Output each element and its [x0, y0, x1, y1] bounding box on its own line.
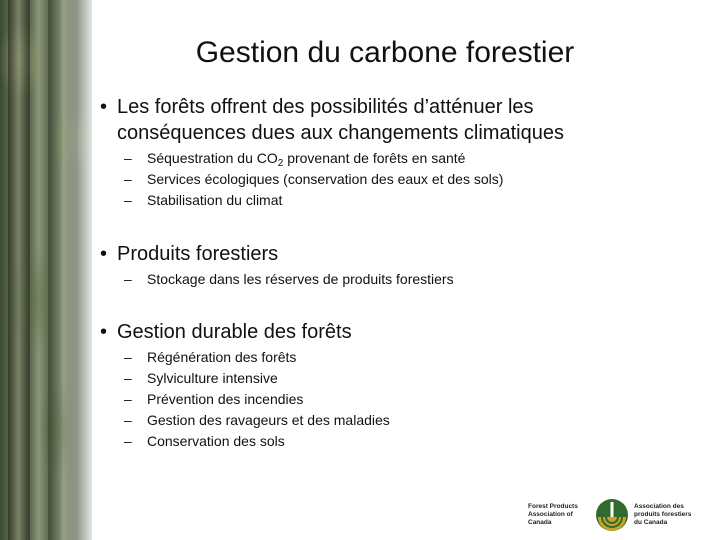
logo-text-french: Association des produits forestiers du Canada [634, 503, 692, 526]
sub-item-text: Séquestration du $CO_2$ provenant de forêts en santé [147, 150, 466, 169]
fpac-logo [528, 496, 714, 534]
bullet-dot: • [100, 243, 108, 265]
sub-item-text: Sylviculture intensive [147, 370, 278, 386]
sub-item-text: Prévention des incendies [147, 391, 304, 407]
bullet-dot: • [100, 96, 108, 118]
slide-title: Gestion du carbone forestier [195, 36, 575, 69]
dash: – [124, 370, 132, 386]
sub-item [124, 148, 503, 169]
photo-fade [60, 0, 100, 540]
sub-item [124, 190, 503, 211]
sub-item-text: Gestion des ravageurs et des maladies [147, 412, 390, 428]
sub-item-text: Conservation des sols [147, 433, 285, 449]
sub-item [124, 389, 390, 410]
bullet-heading: Produits forestiers [117, 243, 279, 265]
dash: – [124, 433, 132, 449]
sub-item-text: Régénération des forêts [147, 349, 297, 365]
bullet-section-3 [100, 319, 700, 345]
logo-text-english: Forest Products Association of Canada [528, 503, 578, 526]
sub-item [124, 368, 390, 389]
sub-item [124, 169, 503, 190]
sub-list-2 [124, 269, 454, 290]
dash: – [124, 171, 132, 187]
sub-item-text: Stabilisation du climat [147, 192, 283, 208]
sub-item [124, 431, 390, 452]
dash: – [124, 391, 132, 407]
bullet-heading: Gestion durable des forêts [117, 321, 352, 343]
sub-item-text: Services écologiques (conservation des eaux et des sols) [147, 171, 504, 187]
bullet-section-2 [100, 241, 700, 267]
dash: – [124, 192, 132, 208]
dash: – [124, 349, 132, 365]
bullet-section-1 [100, 94, 700, 146]
sub-item [124, 269, 454, 290]
sub-item [124, 410, 390, 431]
dash: – [124, 150, 132, 166]
fpac-logo-icon [594, 497, 630, 533]
dash: – [124, 412, 132, 428]
sub-list-1 [124, 148, 503, 211]
sub-item [124, 347, 390, 368]
dash: – [124, 271, 132, 287]
sub-item-text: Stockage dans les réserves de produits forestiers [147, 271, 454, 287]
sub-list-3 [124, 347, 390, 452]
bullet-heading: Les forêts offrent des possibilités d’atténuer les conséquences dues aux changements climatiques [117, 96, 564, 144]
bullet-dot: • [100, 321, 108, 343]
